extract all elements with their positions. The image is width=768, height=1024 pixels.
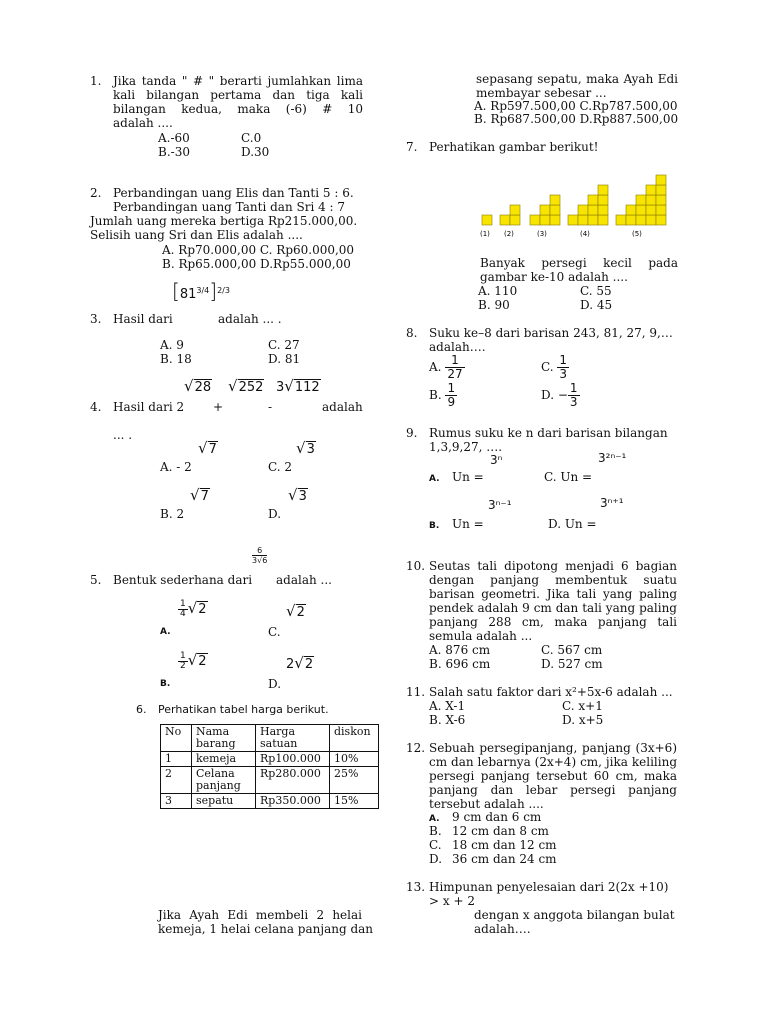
- q1-line-3: bilangan kedua, maka (-6) # 10: [113, 102, 363, 116]
- q9-option-b-label: B.: [429, 521, 440, 531]
- q11-option-c: C. x+1: [562, 699, 603, 713]
- table-cell: 25%: [330, 767, 379, 794]
- price-table: [160, 724, 379, 809]
- unit-square: [636, 195, 646, 205]
- q12-line-1: Sebuah persegipanjang, panjang (3x+6): [429, 741, 677, 755]
- q5-number: 5.: [90, 573, 102, 587]
- q9-option-b: Un =: [452, 517, 484, 531]
- q9-text-2: 1,3,9,27, ….: [429, 440, 503, 454]
- header-name: Nama barang: [192, 725, 256, 752]
- unit-square: [598, 195, 608, 205]
- q8-number: 8.: [406, 326, 418, 340]
- q1-line-2: kali bilangan pertama dan tiga kali: [113, 88, 363, 102]
- q9-option-d-exponent: 3ⁿ⁺¹: [600, 496, 624, 510]
- table-cell: 2: [161, 767, 192, 794]
- q3-tail: adalah ... .: [218, 312, 282, 326]
- q4-text: Hasil dari 2: [113, 400, 185, 414]
- q10-line-5: panjang 288 cm, maka panjang tali: [429, 615, 677, 629]
- q5-option-c-expression: √2: [286, 602, 305, 620]
- q7-option-c: C. 55: [580, 284, 612, 298]
- square-pattern-figure: [480, 170, 680, 240]
- q4-option-c: C. 2: [268, 460, 293, 474]
- q2-number: 2.: [90, 186, 102, 200]
- q9-option-a-exponent: 3ⁿ: [490, 453, 503, 467]
- q11-option-d: D. x+5: [562, 713, 604, 727]
- table-cell: 15%: [330, 794, 379, 809]
- q5-option-b-expression: $\frac{1}{2}$ √2: [180, 651, 207, 671]
- q12-option-b-label: B.: [429, 824, 442, 838]
- figure-label-1: (1): [480, 230, 490, 238]
- q5-text: Bentuk sederhana dari: [113, 573, 253, 587]
- table-cell: Celana panjang: [192, 767, 256, 794]
- q5-option-a-expression: $\frac{1}{4}$ √2: [180, 599, 207, 619]
- unit-square: [626, 215, 636, 225]
- q4-option-b: B. 2: [160, 507, 185, 521]
- q4-plus: +: [213, 400, 224, 414]
- q9-option-c-exponent: 3²ⁿ⁻¹: [598, 451, 627, 465]
- q12-line-2: cm dan lebarnya (2x+4) cm, jika keliling: [429, 755, 677, 769]
- q4-minus: -: [268, 400, 273, 414]
- q11-number: 11.: [406, 685, 426, 699]
- q5-tail: adalah ...: [276, 573, 332, 587]
- q9-number: 9.: [406, 426, 418, 440]
- q12-option-a-label: A.: [429, 814, 440, 824]
- table-cell: Rp100.000: [256, 752, 330, 767]
- q13-text: Himpunan penyelesaian dari 2(2x +10): [429, 880, 669, 894]
- figure-label-4: (4): [580, 230, 590, 238]
- q8-option-c: C. $\frac{1}{3}$: [541, 353, 568, 381]
- unit-square: [550, 195, 560, 205]
- unit-square: [540, 215, 550, 225]
- q7-text: Perhatikan gambar berikut!: [429, 140, 599, 154]
- unit-square: [656, 185, 666, 195]
- unit-square: [482, 215, 492, 225]
- q9-option-a: Un =: [452, 470, 484, 484]
- unit-square: [588, 205, 598, 215]
- q3-expression: $[81^{3/4}]^{2/3}$: [172, 279, 230, 303]
- q8-option-d: D. − $\frac{1}{3}$: [541, 381, 578, 409]
- q6-after-line-1: Jika Ayah Edi membeli 2 helai: [158, 908, 362, 922]
- q3-option-d: D. 81: [268, 352, 301, 366]
- table-cell: Rp280.000: [256, 767, 330, 794]
- q6-number: 6.: [136, 703, 147, 716]
- q7-option-b: B. 90: [478, 298, 510, 312]
- q4-radical-1: √28: [184, 377, 212, 395]
- q6-after-line-2: kemeja, 1 helai celana panjang dan: [158, 922, 374, 936]
- table-cell: sepatu: [192, 794, 256, 809]
- q2-line-1: Perbandingan uang Elis dan Tanti 5 : 6.: [113, 186, 354, 200]
- unit-square: [598, 205, 608, 215]
- unit-square: [500, 215, 510, 225]
- unit-square: [598, 215, 608, 225]
- unit-square: [540, 205, 550, 215]
- q5-option-b-label: B.: [160, 679, 171, 689]
- unit-square: [656, 215, 666, 225]
- q1-option-a: A.-60: [158, 131, 190, 145]
- unit-square: [598, 185, 608, 195]
- unit-square: [656, 195, 666, 205]
- q4-option-a: A. - 2: [160, 460, 192, 474]
- unit-square: [656, 175, 666, 185]
- table-row: [161, 752, 379, 767]
- q5-option-d-label: D.: [268, 677, 282, 691]
- unit-square: [636, 205, 646, 215]
- q3-text: Hasil dari: [113, 312, 173, 326]
- unit-square: [626, 205, 636, 215]
- q5-option-d-expression: 2√2: [286, 654, 314, 672]
- q6-cont-line-1: sepasang sepatu, maka Ayah Edi: [476, 72, 678, 86]
- q1-option-c: C.0: [241, 131, 262, 145]
- unit-square: [578, 215, 588, 225]
- q4-radical-2: √252: [228, 377, 264, 395]
- q12-line-4: panjang dan lebar persegi panjang: [429, 783, 677, 797]
- header-discount: diskon: [330, 725, 379, 752]
- q1-option-b: B.-30: [158, 145, 190, 159]
- q2-line-4: Selisih uang Sri dan Elis adalah ....: [90, 228, 303, 242]
- q10-option-d: D. 527 cm: [541, 657, 603, 671]
- q4-option-d-radical: √3: [288, 486, 307, 504]
- header-price: Harga satuan: [256, 725, 330, 752]
- unit-square: [646, 195, 656, 205]
- q5-option-c-label: C.: [268, 625, 281, 639]
- q11-text: Salah satu faktor dari x²+5x-6 adalah ...: [429, 685, 673, 699]
- unit-square: [646, 185, 656, 195]
- q7-option-a: A. 110: [478, 284, 518, 298]
- q7-option-d: D. 45: [580, 298, 613, 312]
- q6-options-bd: B. Rp687.500,00 D.Rp887.500,00: [474, 112, 679, 126]
- unit-square: [550, 215, 560, 225]
- q12-option-d: 36 cm dan 24 cm: [452, 852, 557, 866]
- q2-line-2: Perbandingan uang Tanti dan Sri 4 : 7: [113, 200, 346, 214]
- q4-radical-3: 3√112: [276, 377, 320, 395]
- q10-option-c: C. 567 cm: [541, 643, 603, 657]
- table-cell: 1: [161, 752, 192, 767]
- q3-option-c: C. 27: [268, 338, 300, 352]
- q1-number: 1.: [90, 74, 102, 88]
- unit-square: [616, 215, 626, 225]
- q7-line-2: gambar ke-10 adalah ....: [480, 270, 628, 284]
- q1-option-d: D.30: [241, 145, 270, 159]
- q4-option-c-radical: √3: [296, 439, 315, 457]
- unit-square: [510, 205, 520, 215]
- q10-line-2: dengan panjang membentuk suatu: [429, 573, 677, 587]
- unit-square: [510, 215, 520, 225]
- q9-text: Rumus suku ke n dari barisan bilangan: [429, 426, 668, 440]
- q13-line-1: dengan x anggota bilangan bulat: [474, 908, 675, 922]
- q4-number: 4.: [90, 400, 102, 414]
- q7-line-1: Banyak persegi kecil pada: [480, 256, 678, 270]
- table-row: [161, 767, 379, 794]
- q4-tail: adalah: [322, 400, 363, 414]
- q6-options-ac: A. Rp597.500,00 C.Rp787.500,00: [474, 99, 678, 113]
- q10-number: 10.: [406, 559, 426, 573]
- q12-option-b: 12 cm dan 8 cm: [452, 824, 549, 838]
- table-row: [161, 794, 379, 809]
- q6-text: Perhatikan tabel harga berikut.: [158, 703, 329, 716]
- q12-line-5: tersebut adalah ....: [429, 797, 544, 811]
- q12-option-c-label: C.: [429, 838, 442, 852]
- q11-option-b: B. X-6: [429, 713, 466, 727]
- q4-option-b-radical: √7: [190, 486, 209, 504]
- q3-option-b: B. 18: [160, 352, 192, 366]
- unit-square: [588, 215, 598, 225]
- q9-option-d: D. Un =: [548, 517, 597, 531]
- q10-line-3: barisan geometri. Jika tali yang paling: [429, 587, 677, 601]
- table-cell: kemeja: [192, 752, 256, 767]
- unit-square: [550, 205, 560, 215]
- q5-expression: 6 3√6: [252, 546, 268, 565]
- figure-label-2: (2): [504, 230, 514, 238]
- q6-cont-line-2: membayar sebesar ...: [476, 86, 607, 100]
- q2-options-bd: B. Rp65.000,00 D.Rp55.000,00: [162, 257, 351, 271]
- q8-option-a: A. $\frac{1}{27}$: [429, 353, 463, 381]
- table-cell: 3: [161, 794, 192, 809]
- q10-option-a: A. 876 cm: [429, 643, 491, 657]
- header-no: No: [161, 725, 192, 752]
- q5-option-a-label: A.: [160, 627, 171, 637]
- unit-square: [588, 195, 598, 205]
- q12-option-a: 9 cm dan 6 cm: [452, 810, 542, 824]
- q9-option-a-label: A.: [429, 474, 440, 484]
- q1-line-1: Jika tanda " # " berarti jumlahkan lima: [113, 74, 363, 88]
- unit-square: [656, 205, 666, 215]
- q9-option-b-exponent: 3ⁿ⁻¹: [488, 498, 512, 512]
- q13-line-2: adalah….: [474, 922, 531, 936]
- q12-line-3: persegi panjang tersebut 60 cm, maka: [429, 769, 677, 783]
- table-cell: 10%: [330, 752, 379, 767]
- q3-option-a: A. 9: [160, 338, 184, 352]
- q8-text: Suku ke–8 dari barisan 243, 81, 27, 9,…: [429, 326, 673, 340]
- q2-line-3: Jumlah uang mereka bertiga Rp215.000,00.: [90, 214, 358, 228]
- table-cell: Rp350.000: [256, 794, 330, 809]
- unit-square: [646, 205, 656, 215]
- q11-option-a: A. X-1: [429, 699, 466, 713]
- q8-option-b: B. $\frac{1}{9}$: [429, 381, 456, 409]
- q10-line-4: pendek adalah 9 cm dan tali yang paling: [429, 601, 677, 615]
- q12-number: 12.: [406, 741, 426, 755]
- unit-square: [646, 215, 656, 225]
- q10-option-b: B. 696 cm: [429, 657, 491, 671]
- figure-label-3: (3): [537, 230, 547, 238]
- q3-number: 3.: [90, 312, 102, 326]
- q9-option-c: C. Un =: [544, 470, 593, 484]
- q2-options-ac: A. Rp70.000,00 C. Rp60.000,00: [162, 243, 355, 257]
- q10-line-1: Seutas tali dipotong menjadi 6 bagian: [429, 559, 677, 573]
- table-header-row: [161, 725, 379, 752]
- q4-dots: ... .: [113, 428, 133, 442]
- unit-square: [578, 205, 588, 215]
- q1-line-4: adalah ....: [113, 116, 173, 130]
- q4-option-a-radical: √7: [198, 439, 217, 457]
- q8-text-2: adalah….: [429, 340, 486, 354]
- unit-square: [636, 215, 646, 225]
- q7-number: 7.: [406, 140, 418, 154]
- q13-number: 13.: [406, 880, 426, 894]
- q12-option-d-label: D.: [429, 852, 443, 866]
- q12-option-c: 18 cm dan 12 cm: [452, 838, 557, 852]
- q4-option-d: D.: [268, 507, 282, 521]
- figure-label-5: (5): [632, 230, 642, 238]
- q10-line-6: semula adalah ...: [429, 629, 533, 643]
- unit-square: [568, 215, 578, 225]
- unit-square: [530, 215, 540, 225]
- q13-text-2: > x + 2: [429, 894, 475, 908]
